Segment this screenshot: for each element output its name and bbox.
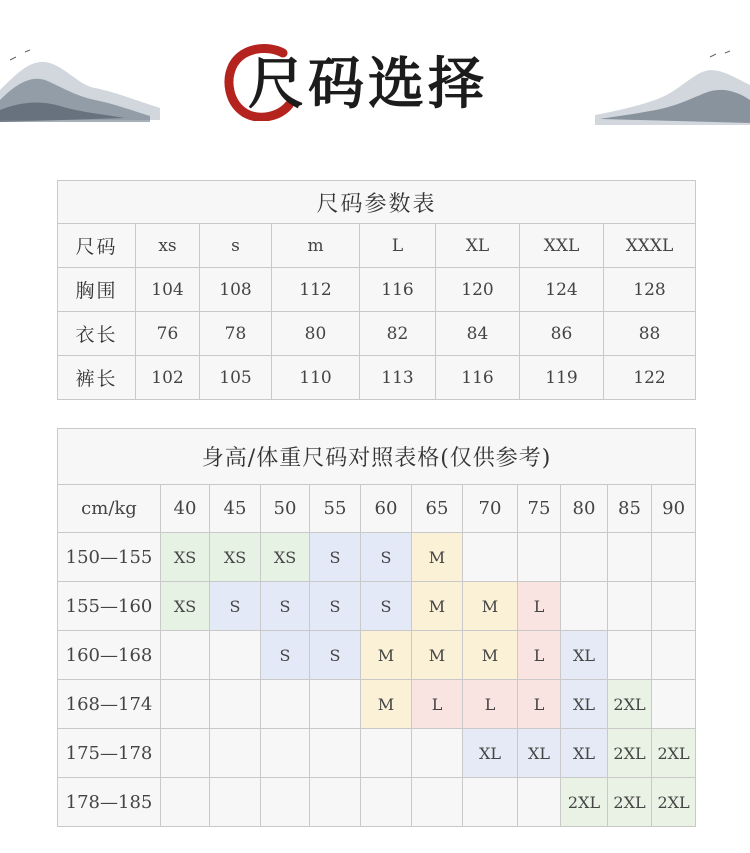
table-cell: 112: [272, 268, 360, 312]
size-cell: [261, 680, 310, 729]
size-cell: M: [463, 631, 518, 680]
size-cell: [310, 778, 361, 827]
row-header-cell: 175—178: [58, 729, 161, 778]
size-cell: [608, 582, 652, 631]
size-cell: S: [310, 631, 361, 680]
size-cell: L: [518, 631, 561, 680]
header-cell: 60: [361, 485, 412, 533]
size-cell: [518, 778, 561, 827]
row-header-cell: 裤长: [58, 356, 136, 400]
row-header-cell: 160—168: [58, 631, 161, 680]
size-cell: [518, 533, 561, 582]
size-cell: [210, 631, 261, 680]
size-cell: [412, 778, 463, 827]
row-header-cell: 168—174: [58, 680, 161, 729]
table-cell: 120: [436, 268, 520, 312]
size-cell: M: [412, 533, 463, 582]
header-cell: 50: [261, 485, 310, 533]
size-cell: [463, 533, 518, 582]
size-cell: [463, 778, 518, 827]
size-cell: M: [412, 582, 463, 631]
table-cell: 119: [520, 356, 604, 400]
size-cell: 2XL: [608, 680, 652, 729]
size-cell: [161, 680, 210, 729]
table-cell: 113: [360, 356, 436, 400]
table-row: [58, 778, 696, 827]
row-header-cell: 178—185: [58, 778, 161, 827]
row-header-cell: 衣长: [58, 312, 136, 356]
size-cell: XS: [261, 533, 310, 582]
size-cell: L: [518, 680, 561, 729]
size-cell: [652, 533, 696, 582]
header-cell: cm/kg: [58, 485, 161, 533]
size-cell: S: [361, 533, 412, 582]
table-cell: 76: [136, 312, 200, 356]
size-cell: S: [261, 582, 310, 631]
table-header-row: [58, 224, 696, 268]
page-title: 尺码选择: [248, 51, 488, 117]
size-cell: XL: [561, 680, 608, 729]
size-cell: 2XL: [608, 778, 652, 827]
table-row: [58, 312, 696, 356]
size-cell: S: [310, 582, 361, 631]
size-cell: 2XL: [608, 729, 652, 778]
size-cell: [161, 631, 210, 680]
size-cell: S: [310, 533, 361, 582]
size-cell: [310, 729, 361, 778]
size-cell: M: [361, 631, 412, 680]
size-cell: 2XL: [652, 778, 696, 827]
table-cell: 84: [436, 312, 520, 356]
header-cell: XL: [436, 224, 520, 268]
size-cell: L: [463, 680, 518, 729]
size-parameter-table: [57, 180, 696, 400]
size-cell: [210, 680, 261, 729]
size-cell: S: [361, 582, 412, 631]
table-row: [58, 631, 696, 680]
header-cell: 75: [518, 485, 561, 533]
size-cell: [561, 582, 608, 631]
table-row: [58, 680, 696, 729]
size-cell: M: [463, 582, 518, 631]
header-banner: [0, 0, 750, 160]
table-cell: 78: [200, 312, 272, 356]
table-cell: 116: [360, 268, 436, 312]
header-cell: xs: [136, 224, 200, 268]
table-cell: 82: [360, 312, 436, 356]
size-cell: M: [412, 631, 463, 680]
height-weight-size-chart: [57, 428, 696, 827]
row-header-cell: 150—155: [58, 533, 161, 582]
table-row: [58, 729, 696, 778]
table-cell: 128: [604, 268, 696, 312]
table-cell: 124: [520, 268, 604, 312]
size-cell: M: [361, 680, 412, 729]
size-cell: [210, 729, 261, 778]
header-cell: XXL: [520, 224, 604, 268]
size-cell: [361, 778, 412, 827]
size-cell: [310, 680, 361, 729]
header-cell: XXXL: [604, 224, 696, 268]
table-cell: 108: [200, 268, 272, 312]
header-cell: 80: [561, 485, 608, 533]
header-cell: 尺码: [58, 224, 136, 268]
row-header-cell: 155—160: [58, 582, 161, 631]
table-cell: 105: [200, 356, 272, 400]
size-cell: [561, 533, 608, 582]
size-cell: [161, 778, 210, 827]
size-cell: [608, 533, 652, 582]
size-cell: [210, 778, 261, 827]
table-row: [58, 533, 696, 582]
size-cell: [652, 582, 696, 631]
size-cell: [261, 729, 310, 778]
size-cell: XL: [463, 729, 518, 778]
size-parameter-table-caption: 尺码参数表: [58, 181, 696, 224]
size-cell: XS: [161, 582, 210, 631]
size-cell: XL: [518, 729, 561, 778]
size-cell: [261, 778, 310, 827]
size-cell: [412, 729, 463, 778]
size-cell: XL: [561, 631, 608, 680]
row-header-cell: 胸围: [58, 268, 136, 312]
size-cell: 2XL: [561, 778, 608, 827]
header-cell: 65: [412, 485, 463, 533]
header-cell: L: [360, 224, 436, 268]
header-cell: 90: [652, 485, 696, 533]
table-cell: 110: [272, 356, 360, 400]
size-cell: [652, 631, 696, 680]
table-cell: 104: [136, 268, 200, 312]
size-cell: L: [412, 680, 463, 729]
table-row: [58, 356, 696, 400]
header-cell: s: [200, 224, 272, 268]
table-cell: 122: [604, 356, 696, 400]
table-cell: 80: [272, 312, 360, 356]
table-cell: 88: [604, 312, 696, 356]
size-cell: S: [210, 582, 261, 631]
ink-mountain-left-image: [0, 30, 170, 125]
size-cell: [652, 680, 696, 729]
table-cell: 116: [436, 356, 520, 400]
size-cell: S: [261, 631, 310, 680]
height-weight-chart-caption: 身高/体重尺码对照表格(仅供参考): [58, 429, 696, 485]
header-cell: 40: [161, 485, 210, 533]
table-cell: 102: [136, 356, 200, 400]
table-row: [58, 268, 696, 312]
size-cell: XS: [161, 533, 210, 582]
size-cell: L: [518, 582, 561, 631]
header-cell: 55: [310, 485, 361, 533]
size-cell: [361, 729, 412, 778]
ink-mountain-right-image: [590, 45, 750, 130]
size-cell: XS: [210, 533, 261, 582]
size-cell: [608, 631, 652, 680]
size-cell: 2XL: [652, 729, 696, 778]
table-cell: 86: [520, 312, 604, 356]
size-cell: [161, 729, 210, 778]
header-cell: 45: [210, 485, 261, 533]
table-header-row: [58, 485, 696, 533]
header-cell: 85: [608, 485, 652, 533]
header-cell: m: [272, 224, 360, 268]
size-cell: XL: [561, 729, 608, 778]
header-cell: 70: [463, 485, 518, 533]
table-row: [58, 582, 696, 631]
